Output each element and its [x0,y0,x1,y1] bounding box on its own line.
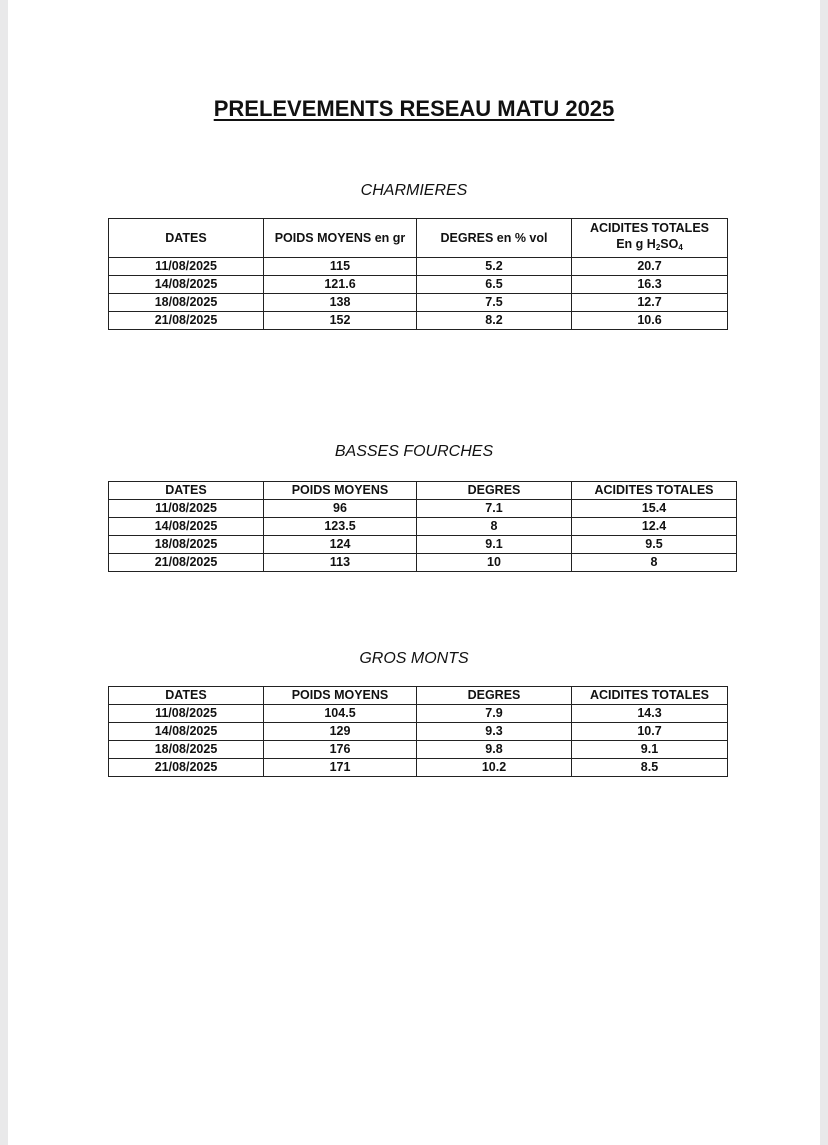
header-acidites: ACIDITES TOTALES [572,687,728,705]
cell-date: 14/08/2025 [109,518,264,536]
table-row [109,536,737,554]
table-row [109,759,728,777]
section-title-gros-monts: GROS MONTS [359,650,469,667]
header-degres: DEGRES [417,482,572,500]
cell-degres: 10.2 [417,759,572,777]
cell-date: 14/08/2025 [109,276,264,294]
cell-acidites: 12.7 [572,294,728,312]
cell-date: 18/08/2025 [109,294,264,312]
header-dates: DATES [109,219,264,258]
cell-acidites: 8 [572,554,737,572]
cell-date: 11/08/2025 [109,705,264,723]
cell-acidites: 10.6 [572,312,728,330]
table-row [109,500,737,518]
table-row [109,705,728,723]
cell-poids: 115 [264,258,417,276]
header-poids: POIDS MOYENS [264,482,417,500]
cell-date: 18/08/2025 [109,536,264,554]
cell-acidites: 10.7 [572,723,728,741]
cell-poids: 104.5 [264,705,417,723]
table-row [109,258,728,276]
cell-degres: 10 [417,554,572,572]
cell-degres: 7.1 [417,500,572,518]
cell-poids: 171 [264,759,417,777]
table-row [109,276,728,294]
cell-date: 11/08/2025 [109,258,264,276]
cell-degres: 9.8 [417,741,572,759]
table-row [109,723,728,741]
cell-degres: 6.5 [417,276,572,294]
cell-acidites: 8.5 [572,759,728,777]
cell-acidites: 14.3 [572,705,728,723]
header-acidites-line2: En g $H_2SO_4$ [616,237,683,252]
table-row [109,312,728,330]
table-row [109,294,728,312]
cell-date: 18/08/2025 [109,741,264,759]
cell-acidites: 15.4 [572,500,737,518]
table-gros-monts [108,686,728,777]
cell-acidites: 20.7 [572,258,728,276]
cell-acidites: 16.3 [572,276,728,294]
cell-degres: 7.9 [417,705,572,723]
header-acidites: ACIDITES TOTALES [572,482,737,500]
table-charmieres [108,218,728,330]
cell-poids: 138 [264,294,417,312]
cell-degres: 9.3 [417,723,572,741]
table-header-row [109,482,737,500]
cell-poids: 152 [264,312,417,330]
cell-acidites: 12.4 [572,518,737,536]
header-degres: DEGRES [417,687,572,705]
table-basses-fourches [108,481,737,572]
table-row [109,741,728,759]
cell-degres: 5.2 [417,258,572,276]
cell-poids: 129 [264,723,417,741]
section-title-charmieres: CHARMIERES [360,182,468,199]
document-title-text: PRELEVEMENTS RESEAU MATU 2025 [213,96,615,121]
cell-poids: 121.6 [264,276,417,294]
document-page [8,0,820,1145]
cell-date: 21/08/2025 [109,312,264,330]
cell-acidites: 9.1 [572,741,728,759]
table-header-row [109,687,728,705]
cell-degres: 8.2 [417,312,572,330]
table-header-row [109,219,728,258]
cell-date: 21/08/2025 [109,554,264,572]
cell-date: 21/08/2025 [109,759,264,777]
header-dates: DATES [109,482,264,500]
header-acidites-line1: ACIDITES TOTALES [590,221,709,235]
header-poids: POIDS MOYENS [264,687,417,705]
cell-degres: 7.5 [417,294,572,312]
cell-date: 14/08/2025 [109,723,264,741]
cell-acidites: 9.5 [572,536,737,554]
section-title-basses-fourches: BASSES FOURCHES [334,443,494,460]
cell-degres: 8 [417,518,572,536]
cell-poids: 113 [264,554,417,572]
document-title [8,96,820,122]
cell-poids: 124 [264,536,417,554]
header-poids: POIDS MOYENS en gr [264,219,417,258]
header-degres: DEGRES en % vol [417,219,572,258]
table-row [109,554,737,572]
cell-degres: 9.1 [417,536,572,554]
cell-poids: 123.5 [264,518,417,536]
header-dates: DATES [109,687,264,705]
header-acidites [572,219,728,258]
cell-date: 11/08/2025 [109,500,264,518]
cell-poids: 96 [264,500,417,518]
table-row [109,518,737,536]
cell-poids: 176 [264,741,417,759]
